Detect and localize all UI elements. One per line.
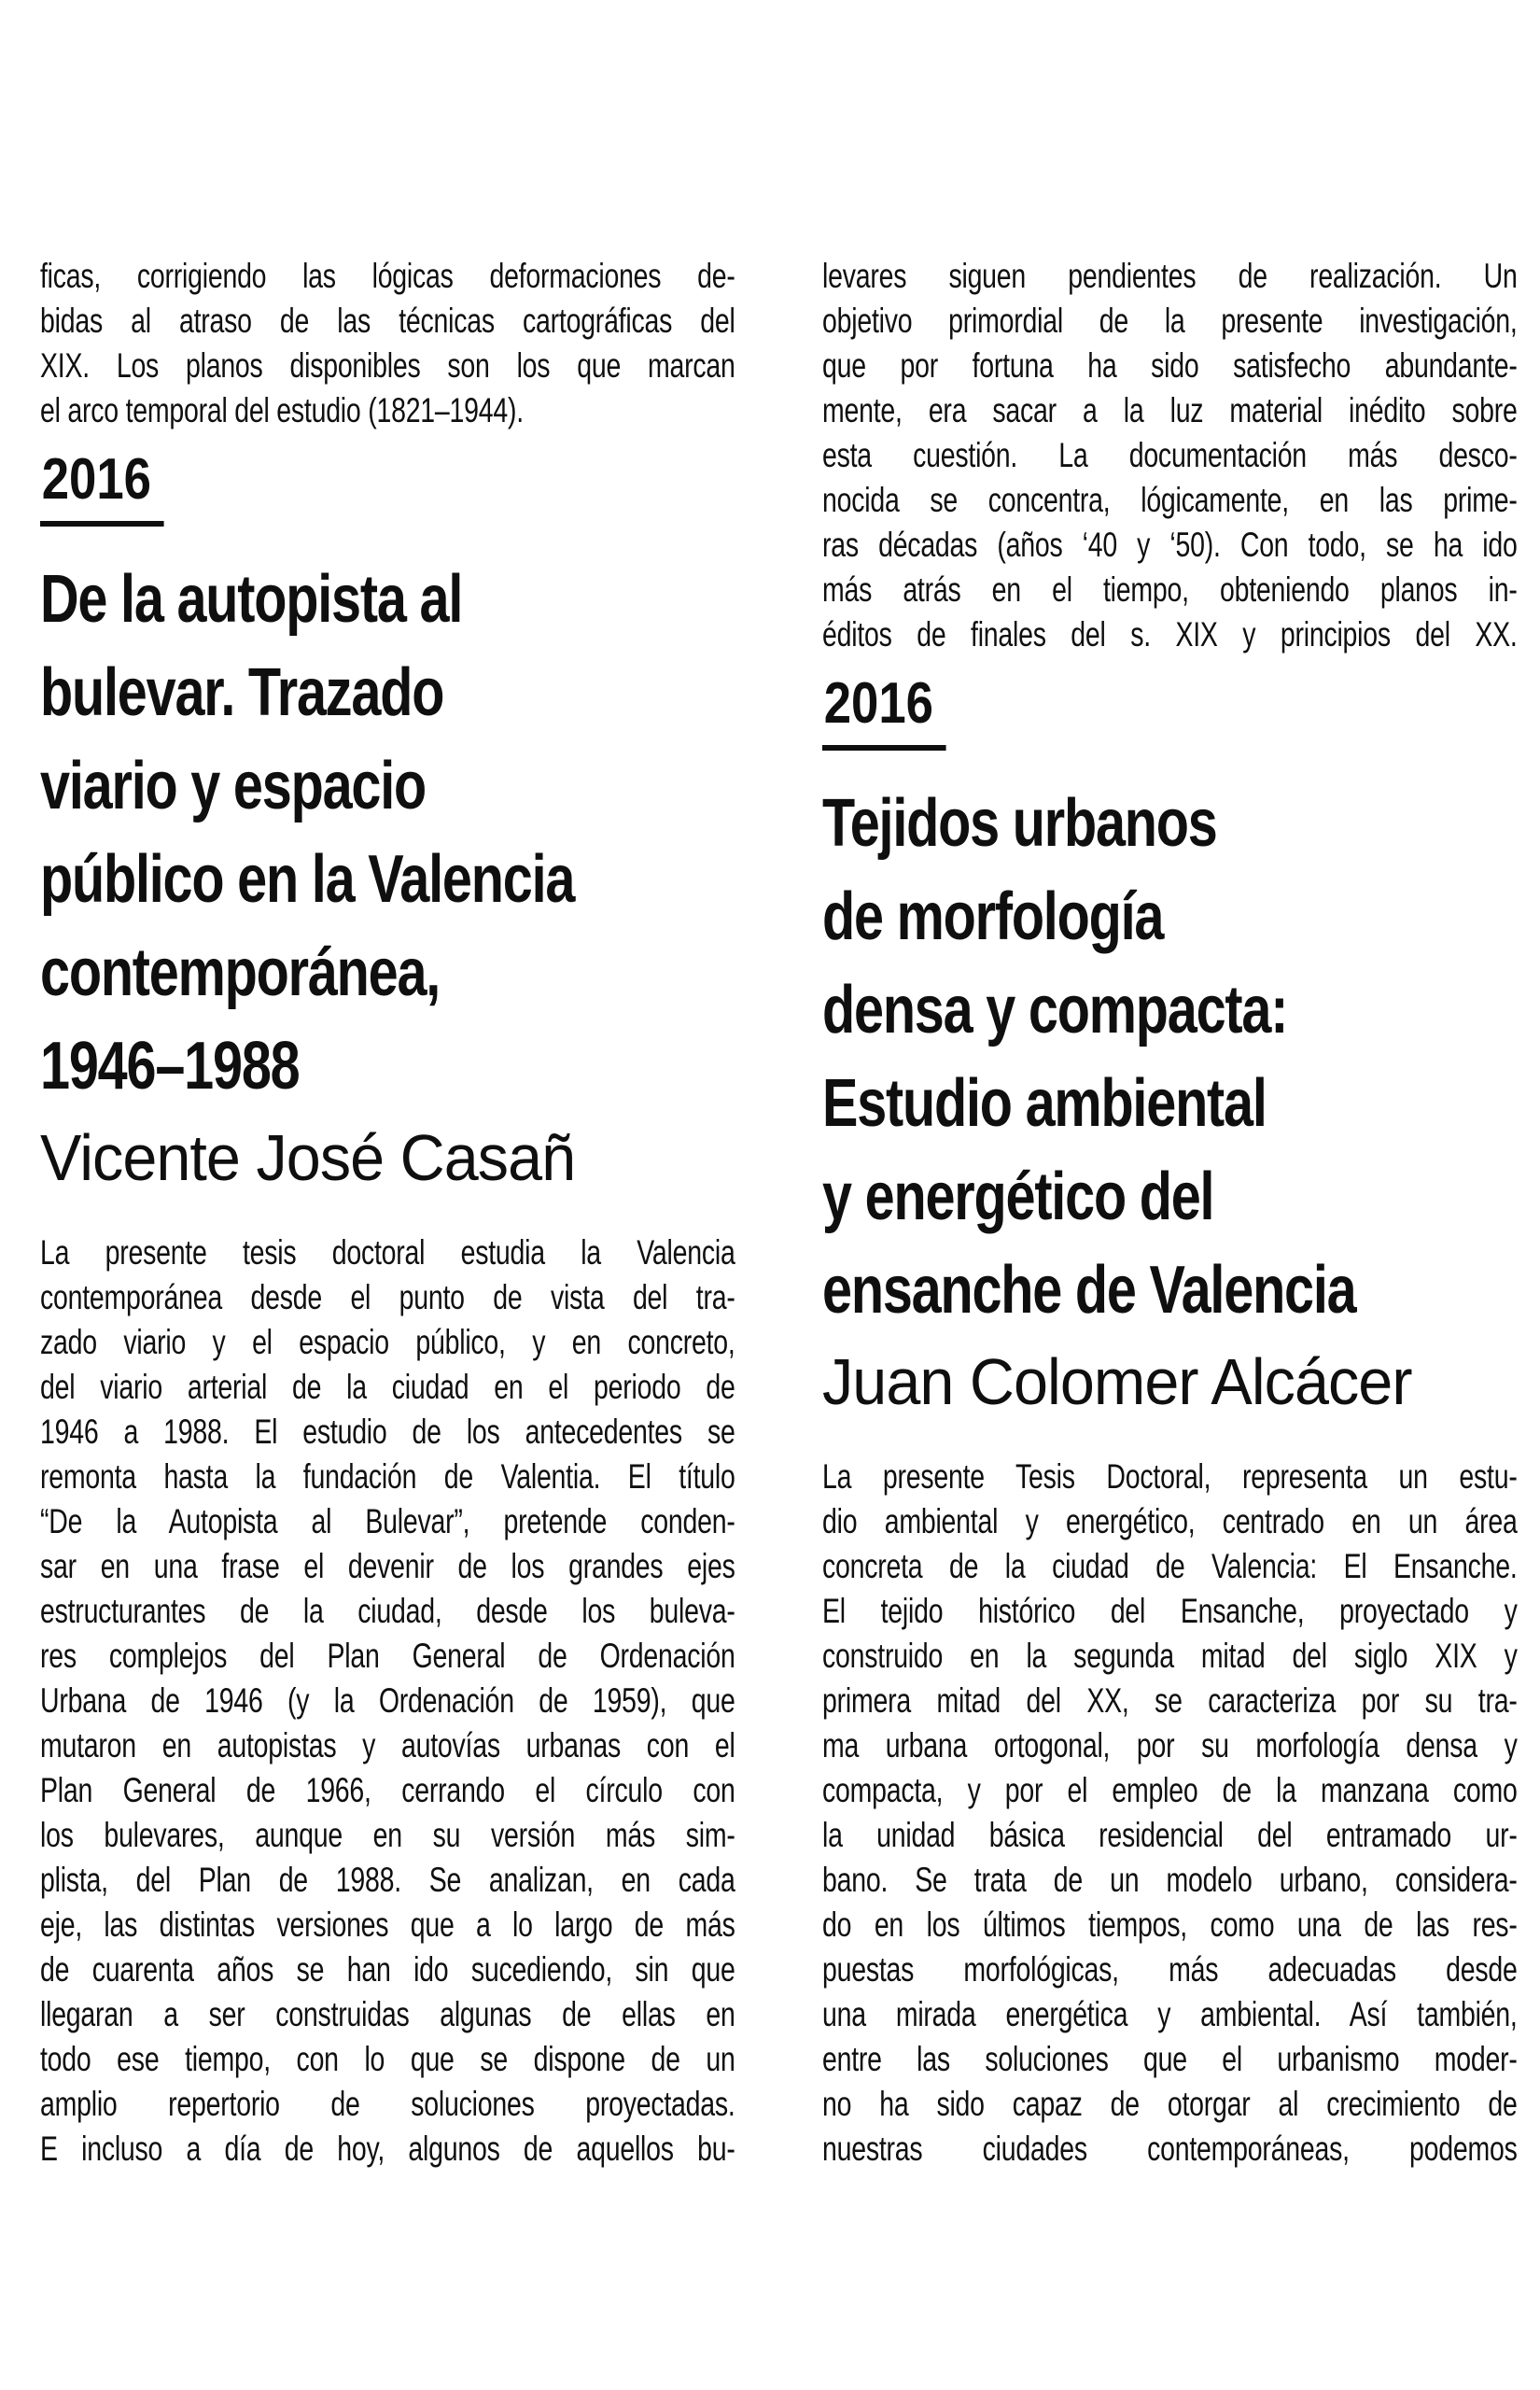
text-line: “De la Autopista al Bulevar”, pretende conden- [40,1502,735,1541]
thesis-author: Juan Colomer Alcácer [822,1345,1412,1419]
left-column [40,254,735,2172]
text-line: plista, del Plan de 1988. Se analizan, en cada [40,1861,735,1900]
year-heading-wrap [40,448,631,527]
thesis-author: Vicente José Casañ [40,1121,576,1195]
year-heading: 2016 [822,672,946,751]
text-line: una mirada energética y ambiental. Así también, [822,1995,1518,2034]
text-line: contemporánea, [40,935,441,1011]
text-line: ma urbana ortogonal, por su morfología densa y [822,1726,1518,1765]
text-line: La presente tesis doctoral estudia la Valencia [40,1233,735,1272]
text-line: bulevar. Trazado [40,655,444,731]
text-line: El tejido histórico del Ensanche, proyectado y [822,1592,1518,1631]
text-line: bano. Se trata de un modelo urbano, considera- [822,1861,1518,1900]
text-line: Plan General de 1966, cerrando el círculo con [40,1771,735,1810]
text-line: los bulevares, aunque en su versión más sim- [40,1816,735,1855]
text-line: nuestras ciudades contemporáneas, podemos [822,2130,1518,2169]
text-line: contemporánea desde el punto de vista del tra- [40,1278,735,1317]
text-line: no ha sido capaz de otorgar al crecimiento de [822,2085,1518,2124]
text-line: y energético del [822,1160,1214,1235]
text-line: del viario arterial de la ciudad en el periodo de [40,1368,735,1407]
text-line: remonta hasta la fundación de Valentia. El título [40,1457,735,1497]
text-line: mente, era sacar a la luz material inédito sobre [822,391,1518,429]
text-line: nocida se concentra, lógicamente, en las prime- [822,481,1518,519]
text-line: ficas, corrigiendo las lógicas deformaciones de- [40,257,735,295]
text-line: 1946 a 1988. El estudio de los antecedentes se [40,1413,735,1452]
year-heading-wrap [822,672,1409,751]
text-line: Urbana de 1946 (y la Ordenación de 1959), que [40,1681,735,1721]
text-line: res complejos del Plan General de Ordenación [40,1637,735,1676]
thesis-abstract [822,1455,1518,2172]
text-line: público en la Valencia [40,842,575,918]
text-line: E incluso a día de hoy, algunos de aquellos bu- [40,2130,735,2169]
text-line: de morfología [822,879,1164,955]
text-line: eje, las distintas versiones que a lo largo de más [40,1905,735,1945]
text-line: éditos de finales del s. XIX y principios del XX. [822,615,1518,654]
thesis-title [40,553,735,1113]
continuation-paragraph [822,254,1518,657]
text-line: sar en una frase el devenir de los grandes ejes [40,1547,735,1586]
text-line: de cuarenta años se han ido sucediendo, sin que [40,1950,735,1989]
text-line: ras décadas (años ‘40 y ‘50). Con todo, se ha ido [822,526,1518,564]
text-line: La presente Tesis Doctoral, representa un estu- [822,1457,1518,1497]
text-line: todo ese tiempo, con lo que se dispone de un [40,2040,735,2079]
text-line: bidas al atraso de las técnicas cartográficas del [40,302,735,340]
text-line: zado viario y el espacio público, y en concreto, [40,1323,735,1362]
text-line: más atrás en el tiempo, obteniendo planos in- [822,570,1518,609]
text-line: ensanche de Valencia [822,1253,1356,1329]
text-line: estructurantes de la ciudad, desde los buleva- [40,1592,735,1631]
text-line: objetivo primordial de la presente investigación, [822,302,1518,340]
text-line: De la autopista al [40,562,463,638]
text-line: Tejidos urbanos [822,786,1217,862]
text-line: llegaran a ser construidas algunas de ellas en [40,1995,735,2034]
text-line: concreta de la ciudad de Valencia: El Ensanche. [822,1547,1518,1586]
thesis-abstract [40,1230,735,2172]
text-line: entre las soluciones que el urbanismo moder- [822,2040,1518,2079]
text-line: densa y compacta: [822,973,1288,1048]
text-line: esta cuestión. La documentación más desco- [822,436,1518,474]
text-line: la unidad básica residencial del entramado ur- [822,1816,1518,1855]
text-line: el arco temporal del estudio (1821–1944). [40,391,524,429]
text-line: Estudio ambiental [822,1066,1267,1142]
text-line: primera mitad del XX, se caracteriza por su tra- [822,1681,1518,1721]
text-line: levares siguen pendientes de realización. Un [822,257,1518,295]
text-line: puestas morfológicas, más adecuadas desde [822,1950,1518,1989]
text-line: amplio repertorio de soluciones proyectadas. [40,2085,735,2124]
text-line: compacta, y por el empleo de la manzana como [822,1771,1518,1810]
text-line: construido en la segunda mitad del siglo XIX y [822,1637,1518,1676]
text-line: do en los últimos tiempos, como una de las res- [822,1905,1518,1945]
text-line: XIX. Los planos disponibles son los que marcan [40,346,735,385]
text-line: dio ambiental y energético, centrado en un área [822,1502,1518,1541]
thesis-title [822,777,1513,1337]
year-heading: 2016 [40,448,164,527]
right-column [822,254,1518,2172]
text-line: 1946–1988 [40,1029,300,1104]
continuation-paragraph [40,254,735,433]
text-line: viario y espacio [40,749,427,824]
text-line: que por fortuna ha sido satisfecho abundante- [822,346,1518,385]
text-line: mutaron en autopistas y autovías urbanas con el [40,1726,735,1765]
